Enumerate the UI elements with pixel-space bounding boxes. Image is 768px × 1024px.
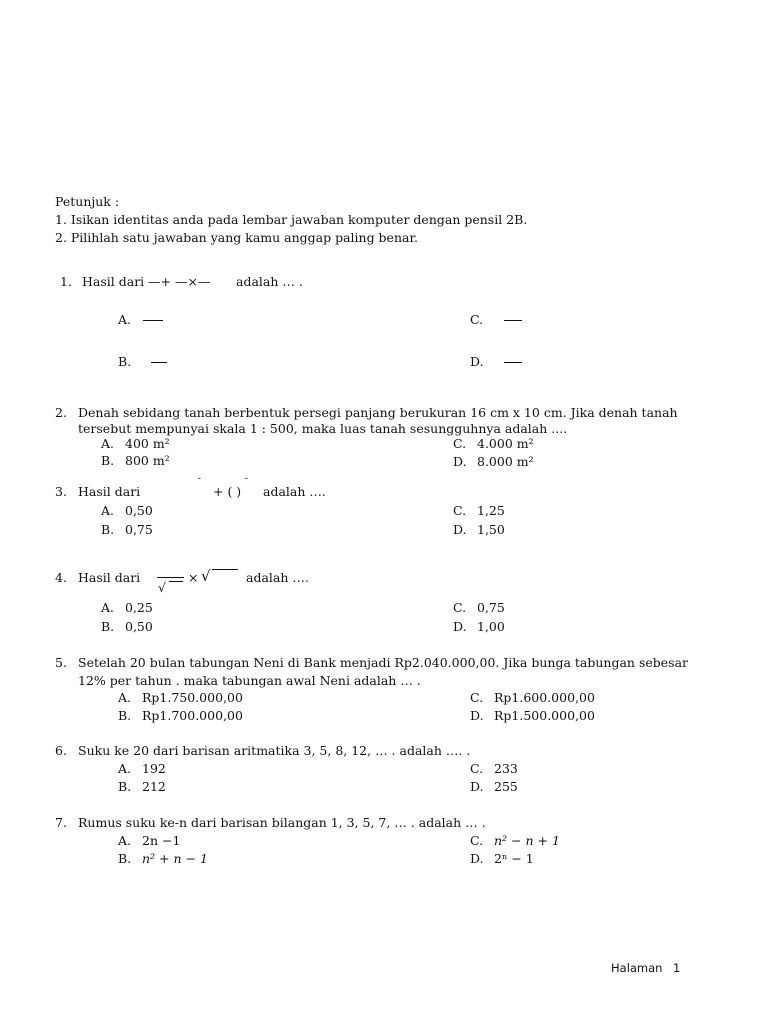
q5-option-b-text: Rp1.700.000,00 (142, 708, 243, 723)
q2-option-d-text: 8.000 m² (477, 454, 534, 469)
q4-option-b-label: B. (101, 619, 115, 634)
q3-superscript-2: ¯ (244, 478, 249, 488)
q4-expression: × (188, 570, 199, 585)
q2-option-c-label: C. (453, 436, 467, 451)
q6-option-b-label: B. (118, 779, 132, 794)
q6-option-b-text: 212 (142, 779, 166, 794)
q3-expression: + ( ) (213, 484, 242, 499)
q3-number: 3. (55, 484, 67, 499)
q2-number: 2. (55, 405, 67, 420)
q7-option-c-text: n² − n + 1 (494, 833, 560, 848)
q2-option-b-text: 800 m² (125, 453, 170, 468)
q3-option-a-text: 0,50 (125, 503, 153, 518)
q4-text-before: Hasil dari (78, 570, 141, 585)
q2-line-1: Denah sebidang tanah berbentuk persegi panjang berukuran 16 cm x 10 cm. Jika denah tanah (78, 405, 678, 420)
q7-number: 7. (55, 815, 67, 830)
q4-option-a-label: A. (101, 600, 115, 615)
q2-option-c-text: 4.000 m² (477, 436, 534, 451)
q1-option-a-label: A. (118, 312, 132, 327)
q3-text-before: Hasil dari (78, 484, 141, 499)
q4-sqrt-symbol: √ (158, 580, 166, 595)
q3-option-b-label: B. (101, 522, 115, 537)
q4-option-c-label: C. (453, 600, 467, 615)
q3-superscript-1: ¯ (197, 478, 202, 488)
q1-option-c-label: C. (470, 312, 484, 327)
q1-expression: —+ —×— (148, 274, 211, 289)
q5-option-d-label: D. (470, 708, 484, 723)
q7-line-1: Rumus suku ke-n dari barisan bilangan 1, 3, 5, 7, … . adalah … . (78, 815, 486, 830)
q3-text-after: adalah …. (263, 484, 326, 499)
q4-option-d-label: D. (453, 619, 467, 634)
q3-option-c-text: 1,25 (477, 503, 505, 518)
q1-option-d-fraction (504, 362, 522, 363)
q6-number: 6. (55, 743, 67, 758)
q1-option-d-label: D. (470, 354, 484, 369)
q5-line-2: 12% per tahun . maka tabungan awal Neni adalah … . (78, 673, 421, 688)
q5-option-d-text: Rp1.500.000,00 (494, 708, 595, 723)
q3-option-d-label: D. (453, 522, 467, 537)
q7-option-d-text: 2ⁿ − 1 (494, 851, 534, 866)
q4-option-b-text: 0,50 (125, 619, 153, 634)
q1-text-after: adalah … . (236, 274, 303, 289)
q7-option-b-label: B. (118, 851, 132, 866)
q1-option-c-fraction (504, 320, 522, 321)
page-number: 1 (673, 961, 681, 975)
q5-number: 5. (55, 655, 67, 670)
instruction-line-2: 2. Pilihlah satu jawaban yang kamu anggap paling benar. (55, 230, 419, 245)
instruction-line-1: 1. Isikan identitas anda pada lembar jawaban komputer dengan pensil 2B. (55, 212, 528, 227)
q5-option-b-label: B. (118, 708, 132, 723)
q4-number: 4. (55, 570, 67, 585)
q6-line-1: Suku ke 20 dari barisan aritmatika 3, 5, 8, 12, … . adalah …. . (78, 743, 471, 758)
q7-option-c-label: C. (470, 833, 484, 848)
q4-sqrt-symbol-2: √ (201, 567, 211, 585)
q7-option-a-label: A. (118, 833, 132, 848)
q4-text-after: adalah …. (246, 570, 309, 585)
q1-option-b-label: B. (118, 354, 132, 369)
q4-fraction-bar (157, 577, 184, 578)
q4-option-a-text: 0,25 (125, 600, 153, 615)
q7-option-d-label: D. (470, 851, 484, 866)
q7-option-b-text: n² + n − 1 (142, 851, 208, 866)
q4-option-c-text: 0,75 (477, 600, 505, 615)
q2-option-b-label: B. (101, 453, 115, 468)
q5-option-c-text: Rp1.600.000,00 (494, 690, 595, 705)
q5-option-c-label: C. (470, 690, 484, 705)
q2-option-a-label: A. (101, 436, 115, 451)
q1-option-a-fraction (143, 320, 163, 321)
q5-line-1: Setelah 20 bulan tabungan Neni di Bank menjadi Rp2.040.000,00. Jika bunga tabungan sebesar (78, 655, 688, 670)
q6-option-c-label: C. (470, 761, 484, 776)
q4-sqrt-overline-2 (212, 569, 238, 570)
q5-option-a-label: A. (118, 690, 132, 705)
q5-option-a-text: Rp1.750.000,00 (142, 690, 243, 705)
q2-option-d-label: D. (453, 454, 467, 469)
q6-option-a-label: A. (118, 761, 132, 776)
q6-option-d-label: D. (470, 779, 484, 794)
instructions-title: Petunjuk : (55, 194, 120, 209)
q7-option-a-text: 2n −1 (142, 833, 181, 848)
q4-sqrt-overline (169, 581, 183, 582)
q6-option-d-text: 255 (494, 779, 518, 794)
q1-number: 1. (60, 274, 72, 289)
q6-option-c-text: 233 (494, 761, 518, 776)
q1-text-before: Hasil dari (82, 274, 145, 289)
page-footer-label: Halaman (611, 961, 663, 975)
q3-option-a-label: A. (101, 503, 115, 518)
q6-option-a-text: 192 (142, 761, 166, 776)
q2-line-2: tersebut mempunyai skala 1 : 500, maka luas tanah sesungguhnya adalah .... (78, 421, 568, 436)
q3-option-b-text: 0,75 (125, 522, 153, 537)
q2-option-a-text: 400 m² (125, 436, 170, 451)
q1-option-b-fraction (151, 362, 167, 363)
q4-option-d-text: 1,00 (477, 619, 505, 634)
q3-option-d-text: 1,50 (477, 522, 505, 537)
q3-option-c-label: C. (453, 503, 467, 518)
